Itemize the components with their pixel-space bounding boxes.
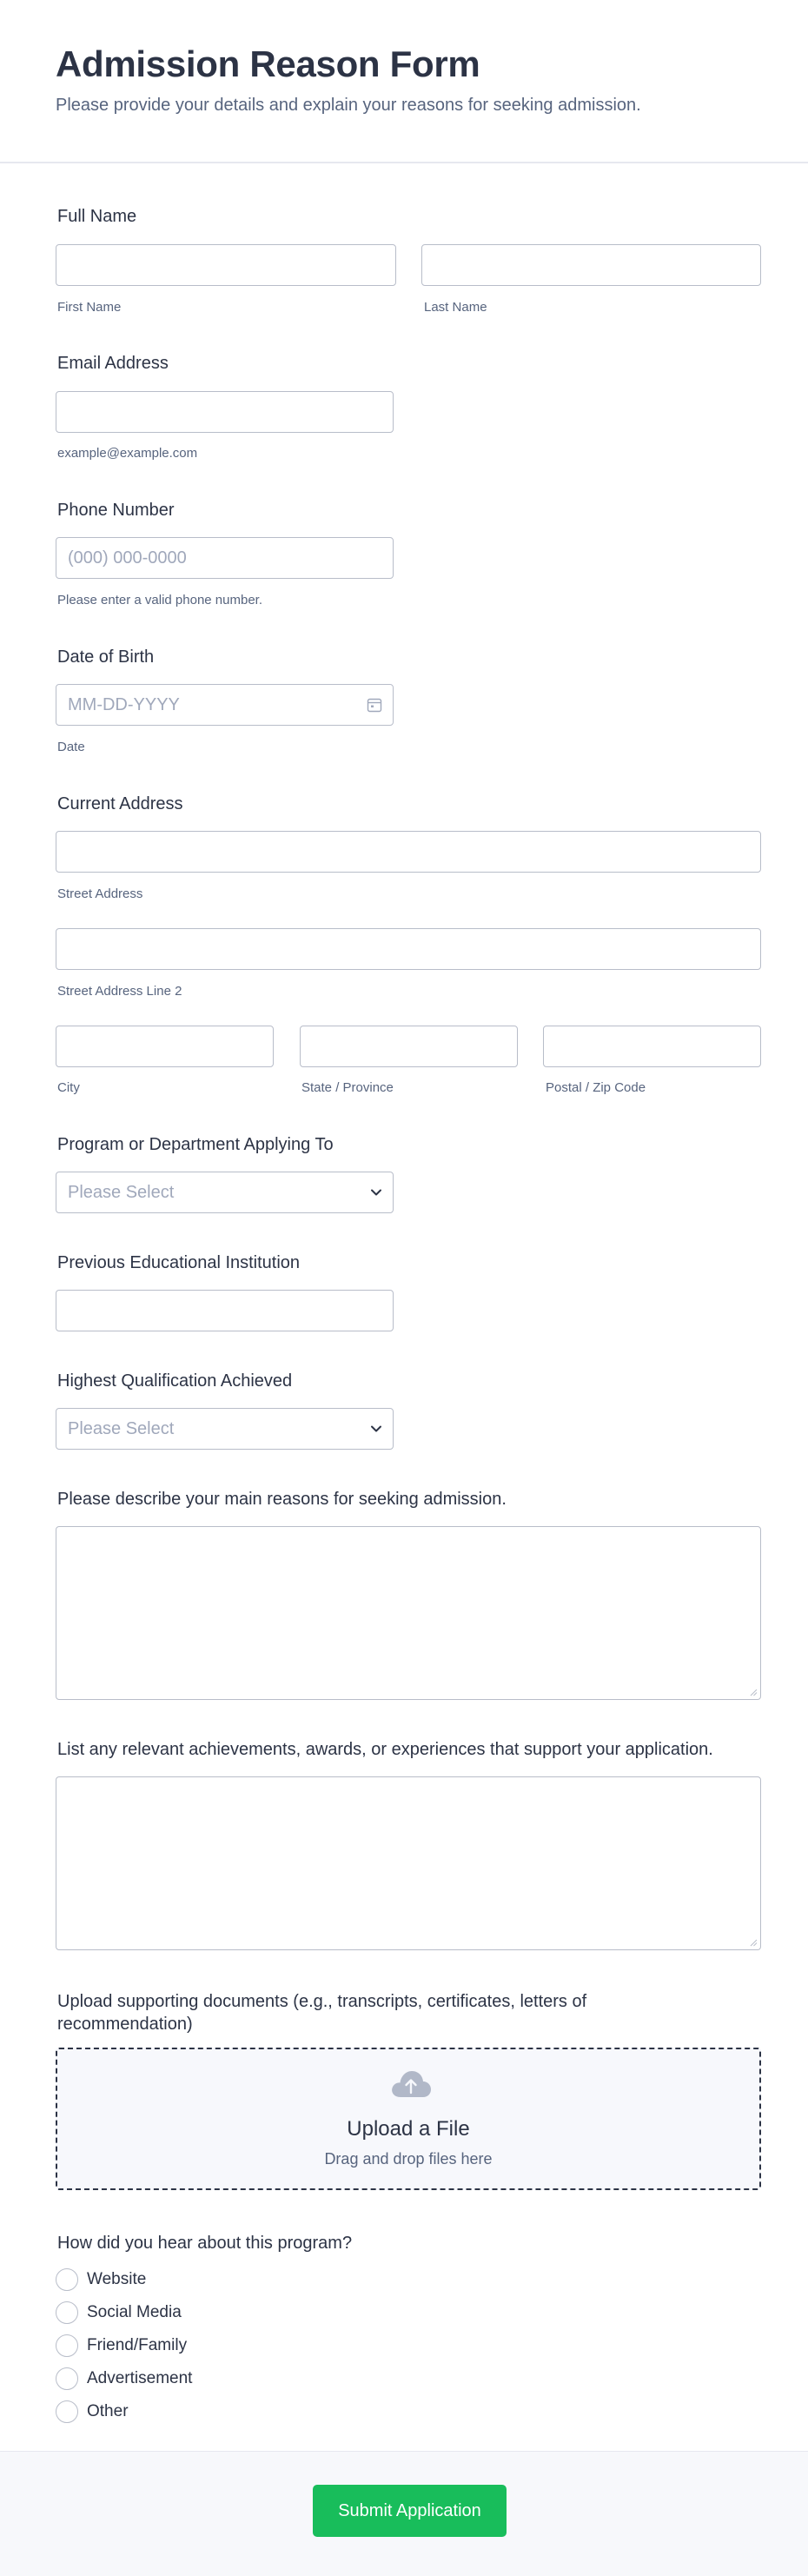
last-name-sublabel: Last Name [424, 300, 487, 315]
dob-placeholder: MM-DD-YYYY [68, 695, 180, 714]
achievements-label: List any relevant achievements, awards, or experiences that support your application. [57, 1740, 713, 1759]
phone-input[interactable] [56, 537, 394, 579]
radio-social-media[interactable] [56, 2301, 78, 2324]
email-label: Email Address [57, 354, 169, 373]
program-placeholder: Please Select [68, 1183, 175, 1202]
file-upload-dropzone[interactable] [56, 2048, 761, 2190]
reasons-textarea[interactable] [56, 1526, 761, 1700]
chevron-down-icon [370, 1186, 382, 1198]
first-name-input[interactable] [56, 244, 396, 286]
last-name-input[interactable] [421, 244, 761, 286]
radio-friend-family[interactable] [56, 2334, 78, 2357]
radio-other[interactable] [56, 2400, 78, 2423]
email-sublabel: example@example.com [57, 446, 198, 461]
qualification-select[interactable] [56, 1408, 394, 1450]
dob-sublabel: Date [57, 740, 85, 754]
hear-about-label: How did you hear about this program? [57, 2234, 353, 2253]
radio-label-advertisement[interactable]: Advertisement [87, 2369, 193, 2387]
form-title: Admission Reason Form [56, 43, 480, 84]
previous-institution-input[interactable] [56, 1290, 394, 1331]
resize-handle-icon[interactable] [749, 1688, 758, 1696]
state-input[interactable] [300, 1026, 518, 1067]
radio-label-social-media[interactable]: Social Media [87, 2303, 182, 2321]
radio-label-friend-family[interactable]: Friend/Family [87, 2336, 188, 2354]
dob-input[interactable] [56, 684, 394, 726]
cloud-upload-icon [389, 2068, 433, 2100]
resize-handle-icon[interactable] [749, 1938, 758, 1947]
address-label: Current Address [57, 794, 183, 813]
form-footer [0, 2451, 808, 2576]
form-header [0, 0, 808, 163]
email-input[interactable] [56, 391, 394, 433]
program-label: Program or Department Applying To [57, 1135, 334, 1154]
program-select[interactable] [56, 1172, 394, 1213]
street-address-line2-input[interactable] [56, 928, 761, 970]
upload-subtitle: Drag and drop files here [324, 2150, 493, 2168]
achievements-textarea[interactable] [56, 1776, 761, 1950]
qualification-placeholder: Please Select [68, 1419, 175, 1438]
form-subtitle: Please provide your details and explain your reasons for seeking admission. [56, 96, 641, 115]
city-input[interactable] [56, 1026, 274, 1067]
calendar-icon[interactable] [367, 697, 382, 713]
full-name-label: Full Name [57, 207, 137, 226]
upload-title: Upload a File [347, 2117, 470, 2141]
reasons-label: Please describe your main reasons for seeking admission. [57, 1490, 507, 1509]
city-sublabel: City [57, 1080, 80, 1095]
radio-website[interactable] [56, 2268, 78, 2291]
phone-label: Phone Number [57, 501, 175, 520]
radio-label-website[interactable]: Website [87, 2270, 147, 2288]
street-address-input[interactable] [56, 831, 761, 873]
previous-institution-label: Previous Educational Institution [57, 1253, 301, 1272]
upload-label-line1: Upload supporting documents (e.g., transcripts, certificates, letters of [57, 1992, 587, 2011]
street-address-line2-sublabel: Street Address Line 2 [57, 984, 182, 999]
street-address-sublabel: Street Address [57, 886, 143, 901]
qualification-label: Highest Qualification Achieved [57, 1371, 293, 1391]
radio-label-other[interactable]: Other [87, 2402, 129, 2420]
state-sublabel: State / Province [301, 1080, 394, 1095]
first-name-sublabel: First Name [57, 300, 122, 315]
upload-label-line2: recommendation) [57, 2015, 193, 2034]
zip-input[interactable] [543, 1026, 761, 1067]
chevron-down-icon [370, 1423, 382, 1435]
zip-sublabel: Postal / Zip Code [546, 1080, 646, 1095]
phone-sublabel: Please enter a valid phone number. [57, 593, 262, 607]
radio-advertisement[interactable] [56, 2367, 78, 2390]
dob-label: Date of Birth [57, 647, 155, 667]
phone-placeholder: (000) 000-0000 [68, 548, 187, 568]
submit-button[interactable]: Submit Application [313, 2485, 507, 2537]
